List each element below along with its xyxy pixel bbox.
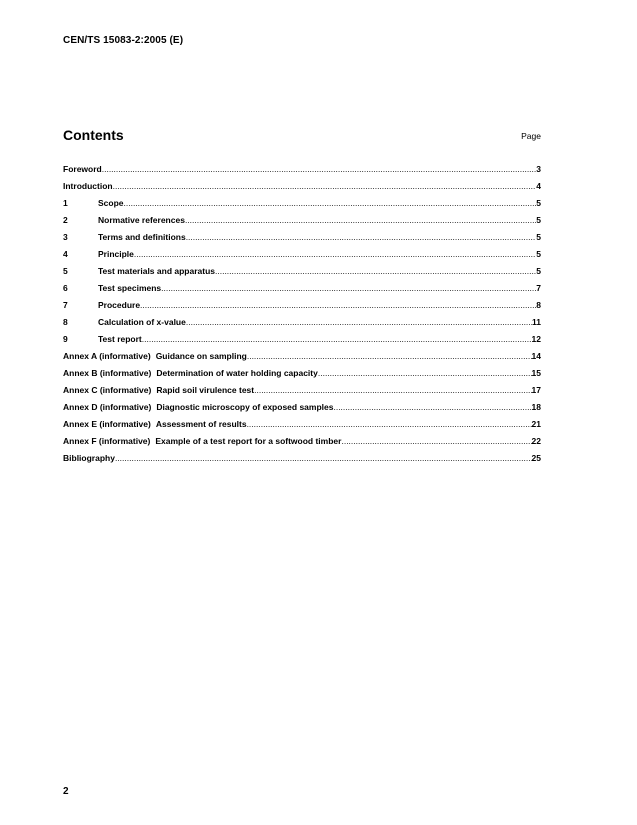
toc-entry-annex-label: Annex F (informative) bbox=[63, 436, 151, 446]
toc-entry-title: Scope bbox=[98, 198, 124, 208]
toc-entry-title: Diagnostic microscopy of exposed samples bbox=[156, 402, 334, 412]
toc-entry-page: 5 bbox=[536, 232, 541, 242]
toc-dot-leader bbox=[318, 368, 532, 378]
toc-entry[interactable] bbox=[63, 215, 541, 232]
toc-entry-title: Principle bbox=[98, 249, 134, 259]
toc-entry-title: Rapid soil virulence test bbox=[156, 385, 255, 395]
toc-entry-title: Introduction bbox=[63, 181, 113, 191]
toc-dot-leader bbox=[186, 232, 537, 242]
toc-entry-page: 21 bbox=[531, 419, 541, 429]
toc-entry-annex-label: Annex A (informative) bbox=[63, 351, 151, 361]
toc-entry-title: Procedure bbox=[98, 300, 141, 310]
toc-entry-page: 4 bbox=[536, 181, 541, 191]
toc-entry[interactable] bbox=[63, 402, 541, 419]
toc-entry-title: Determination of water holding capacity bbox=[156, 368, 318, 378]
toc-entry-annex-label: Annex D (informative) bbox=[63, 402, 152, 412]
toc-entry[interactable] bbox=[63, 385, 541, 402]
page-number: 2 bbox=[63, 786, 69, 797]
toc-entry-title: Example of a test report for a softwood timber bbox=[155, 436, 342, 446]
toc-entry[interactable] bbox=[63, 198, 541, 215]
toc-entry[interactable] bbox=[63, 300, 541, 317]
toc-entry-number: 8 bbox=[63, 317, 68, 327]
toc-entry-title: Foreword bbox=[63, 164, 102, 174]
toc-dot-leader bbox=[186, 317, 532, 327]
toc-entry[interactable] bbox=[63, 283, 541, 300]
toc-dot-leader bbox=[247, 351, 532, 361]
page-column-label: Page bbox=[521, 131, 541, 141]
toc-entry-title: Test specimens bbox=[98, 283, 162, 293]
toc-entry-page: 12 bbox=[531, 334, 541, 344]
toc-entry-number: 4 bbox=[63, 249, 68, 259]
toc-dot-leader bbox=[140, 300, 536, 310]
toc-entry[interactable] bbox=[63, 334, 541, 351]
toc-entry[interactable] bbox=[63, 436, 541, 453]
contents-title: Contents bbox=[63, 127, 124, 143]
toc-entry-page: 5 bbox=[536, 266, 541, 276]
toc-entry-title: Bibliography bbox=[63, 453, 115, 463]
toc-entry-page: 5 bbox=[536, 215, 541, 225]
toc-entry-number: 2 bbox=[63, 215, 68, 225]
toc-entry-number: 3 bbox=[63, 232, 68, 242]
toc-entry-page: 3 bbox=[536, 164, 541, 174]
contents-header bbox=[63, 127, 541, 147]
toc-entry-title: Calculation of x-value bbox=[98, 317, 186, 327]
toc-entry-annex-label: Annex E (informative) bbox=[63, 419, 151, 429]
toc-entry[interactable] bbox=[63, 232, 541, 249]
toc-entry-number: 5 bbox=[63, 266, 68, 276]
toc-entry-page: 11 bbox=[532, 317, 541, 327]
toc-entry[interactable] bbox=[63, 368, 541, 385]
toc-dot-leader bbox=[185, 215, 536, 225]
toc-entry-title: Assessment of results bbox=[155, 419, 247, 429]
toc-entry[interactable] bbox=[63, 453, 541, 470]
toc-entry[interactable] bbox=[63, 164, 541, 181]
toc-dot-leader bbox=[115, 453, 532, 463]
toc-entry-number: 9 bbox=[63, 334, 68, 344]
toc-entry[interactable] bbox=[63, 181, 541, 198]
toc-dot-leader bbox=[142, 334, 532, 344]
toc-entry[interactable] bbox=[63, 419, 541, 436]
toc-entry[interactable] bbox=[63, 351, 541, 368]
toc-dot-leader bbox=[341, 436, 531, 446]
toc-entry-page: 7 bbox=[536, 283, 541, 293]
toc-entry-number: 1 bbox=[63, 198, 68, 208]
document-id: CEN/TS 15083-2:2005 (E) bbox=[63, 35, 184, 46]
toc-dot-leader bbox=[161, 283, 536, 293]
toc-dot-leader bbox=[113, 181, 537, 191]
toc-entry[interactable] bbox=[63, 266, 541, 283]
toc-entry-page: 5 bbox=[536, 198, 541, 208]
toc-entry-annex-label: Annex C (informative) bbox=[63, 385, 152, 395]
toc-entry-title: Test report bbox=[98, 334, 142, 344]
toc-entry[interactable] bbox=[63, 317, 541, 334]
toc-entry-title: Test materials and apparatus bbox=[98, 266, 215, 276]
toc-dot-leader bbox=[215, 266, 536, 276]
toc-entry-number: 7 bbox=[63, 300, 68, 310]
toc-entry-page: 15 bbox=[531, 368, 541, 378]
toc-entry-number: 6 bbox=[63, 283, 68, 293]
toc-entry-page: 22 bbox=[531, 436, 541, 446]
toc-entry-annex-label: Annex B (informative) bbox=[63, 368, 152, 378]
toc-dot-leader bbox=[134, 249, 536, 259]
toc-entry[interactable] bbox=[63, 249, 541, 266]
toc-dot-leader bbox=[333, 402, 531, 412]
toc-dot-leader bbox=[254, 385, 531, 395]
toc-entry-page: 5 bbox=[536, 249, 541, 259]
toc-entry-page: 25 bbox=[531, 453, 541, 463]
toc-entry-page: 8 bbox=[536, 300, 541, 310]
toc-dot-leader bbox=[124, 198, 537, 208]
toc-dot-leader bbox=[102, 164, 537, 174]
toc-dot-leader bbox=[247, 419, 532, 429]
toc-entry-page: 17 bbox=[531, 385, 541, 395]
toc-entry-title: Guidance on sampling bbox=[155, 351, 247, 361]
toc-entry-title: Terms and definitions bbox=[98, 232, 186, 242]
toc-entry-page: 14 bbox=[531, 351, 541, 361]
toc-entry-title: Normative references bbox=[98, 215, 185, 225]
toc-entry-page: 18 bbox=[531, 402, 541, 412]
table-of-contents bbox=[63, 164, 541, 470]
